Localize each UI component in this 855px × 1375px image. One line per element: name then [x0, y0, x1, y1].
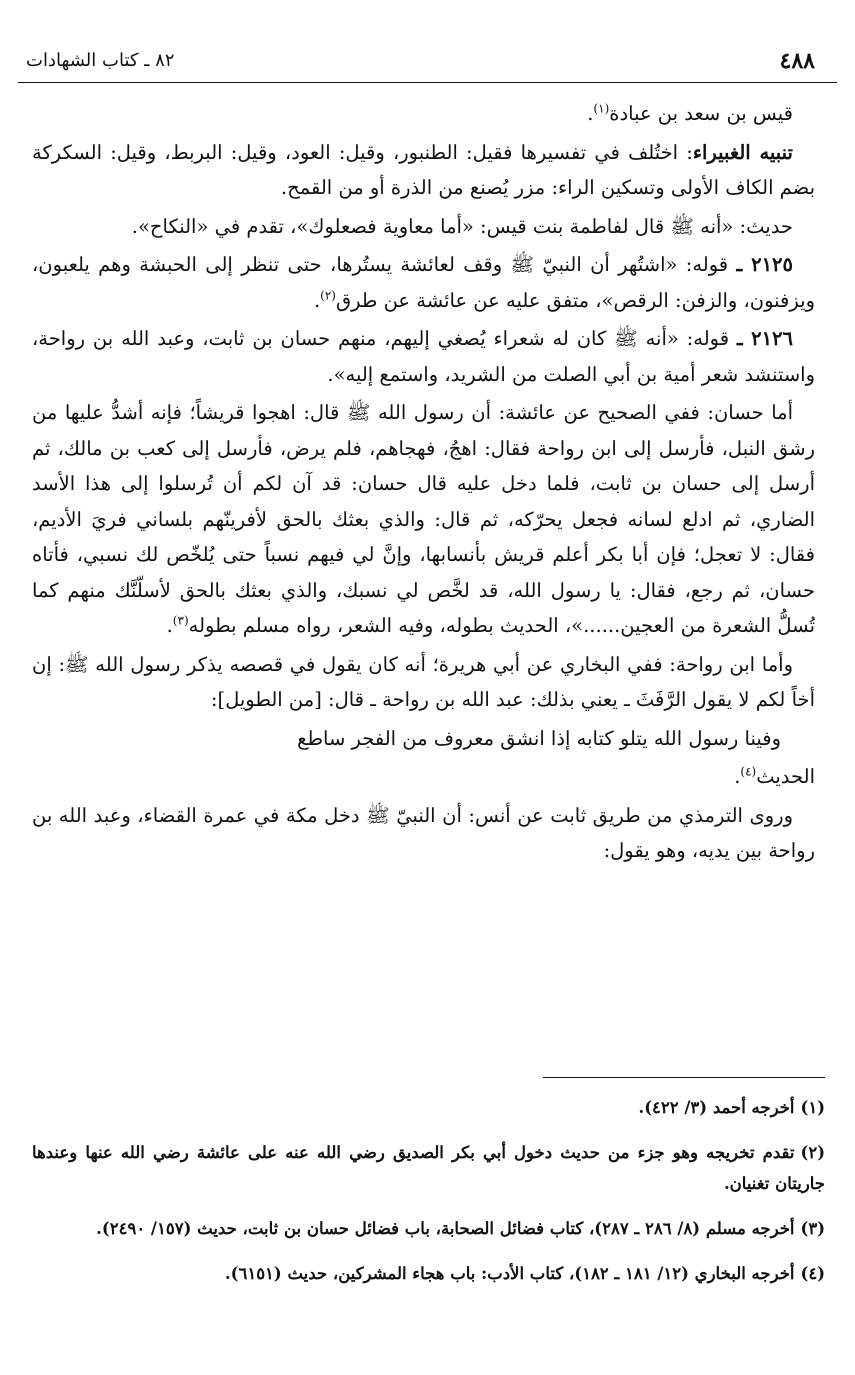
footnote-text: أخرجه البخاري (١٢/ ١٨١ ـ ١٨٢)، كتاب الأدب: باب هجاء المشركين، حديث (٦١٥١). — [224, 1264, 795, 1283]
footnote-text: أخرجه مسلم (٨/ ٢٨٦ ـ ٢٨٧)، كتاب فضائل الصحابة، باب فضائل حسان بن ثابت، حديث (١٥٧/ ٢٤٩٠). — [96, 1219, 795, 1238]
footnote-separator — [543, 1077, 825, 1078]
footnote-text: أخرجه أحمد (٣/ ٤٢٢). — [638, 1098, 795, 1117]
main-text — [32, 96, 815, 872]
page-header — [18, 48, 837, 83]
running-title: ٨٢ ـ كتاب الشهادات — [26, 50, 175, 71]
footnote-reference[interactable]: (١) — [593, 101, 610, 116]
paragraph — [32, 247, 815, 318]
page-number: ٤٨٨ — [779, 48, 815, 74]
footnote — [32, 1213, 825, 1244]
paragraph — [32, 209, 815, 245]
footnote-reference[interactable]: (٣) — [172, 613, 189, 628]
paragraph — [32, 135, 815, 206]
paragraph — [32, 395, 815, 644]
footnote-text: تقدم تخريجه وهو جزء من حديث دخول أبي بكر الصديق رضي الله عنه على عائشة رضي الله عنها وعندها جاريتان تغنيان. — [32, 1143, 825, 1193]
text-segment: أما حسان: ففي الصحيح عن عائشة: أن رسول الله ﷺ قال: اهجوا قريشاً؛ فإنه أشدُّ عليها من رشق النبل، فأرسل إلى ابن رواحة فقال: اهجُ، فهجاهم، فلم يرض، فأرسل إلى كعب بن مالك، ثم أرسل إلى حسان بن ثابت، فلما دخل عليه قال حسان: قد آن لكم أن تُرسلوا إلى هذا الأسد الضاري، ثم ادلع لسانه فجعل يحرّكه، ثم قال: والذي بعثك بالحق لأفرينّهم بلساني فريَ الأديم، فقال: لا تعجل؛ فإن أبا بكر أعلم قريش بأنسابها، وإنَّ لي فيهم نسباً حتى يُلخّص لك نسبي، فأتاه حسان، ثم رجع، فقال: يا رسول الله، قد لخَّص لي نسبك، والذي بعثك بالحق لأسلّنَّك منهم كما تُسلُّ الشعرة من العجين......»، الحديث بطوله، وفيه الشعر، رواه مسلم بطوله — [32, 401, 815, 637]
text-segment: قوله: «أنه ﷺ كان له شعراء يُصغي إليهم، منهم حسان بن ثابت، وعبد الله بن رواحة، واستنشد شعر أمية بن أبي الصلت من الشريد، واستمع إليه». — [32, 327, 815, 386]
paragraph — [32, 798, 815, 869]
bold-text: ٢١٢٦ ـ — [736, 327, 793, 350]
text-segment: . — [734, 765, 741, 788]
footnote-reference[interactable]: (٤) — [740, 764, 757, 779]
text-segment: حديث: «أنه ﷺ قال لفاطمة بنت قيس: «أما معاوية فصعلوك»، تقدم في «النكاح». — [131, 214, 793, 238]
footnote-number: (٢) — [800, 1143, 825, 1162]
paragraph — [32, 96, 815, 132]
text-segment: . — [313, 288, 321, 312]
footnote-number: (١) — [800, 1098, 825, 1117]
bold-text: ٢١٢٥ ـ — [736, 253, 793, 276]
paragraph — [32, 759, 815, 795]
footnote-reference[interactable]: (٢) — [320, 288, 336, 302]
paragraph — [32, 647, 815, 718]
text-segment: قيس بن سعد بن عبادة — [609, 102, 793, 125]
bold-text: تنبيه الغبيراء — [692, 140, 793, 164]
text-segment: وفينا رسول الله يتلو كتابه إذا انشق معروف من الفجر ساطع — [297, 726, 781, 750]
footnote — [32, 1137, 825, 1199]
footnotes — [32, 1092, 825, 1303]
text-segment: وأما ابن رواحة: ففي البخاري عن أبي هريرة؛ أنه كان يقول في قصصه يذكر رسول الله ﷺ: إن أخاً لكم لا يقول الرَّفَثَ ـ يعني بذلك: عبد الله بن رواحة ـ قال: [من الطويل]: — [32, 652, 815, 711]
poem-verse — [32, 721, 815, 757]
text-segment: قوله: «اشتُهر أن النبيّ ﷺ وقف لعائشة يستُرها، حتى تنظر إلى الحبشة وهم يلعبون، ويزفنون، والزفن: الرقص»، متفق عليه عن عائشة عن طرق — [32, 253, 815, 312]
paragraph — [32, 321, 815, 392]
footnote-number: (٣) — [800, 1219, 825, 1238]
footnote — [32, 1258, 825, 1289]
text-segment: : اختُلف في تفسيرها فقيل: الطنبور، وقيل: العود، وقيل: البربط، وقيل: السكركة بضم الكاف الأولى وتسكين الراء: مزر يُصنع من الذرة أو من القمح. — [32, 140, 815, 199]
footnote-number: (٤) — [800, 1264, 825, 1283]
text-segment: وروى الترمذي من طريق ثابت عن أنس: أن النبيّ ﷺ دخل مكة في عمرة القضاء، وعبد الله بن رواحة بين يديه، وهو يقول: — [32, 803, 815, 862]
text-segment: . — [166, 614, 173, 637]
text-segment: . — [587, 102, 594, 125]
text-segment: الحديث — [756, 765, 815, 788]
footnote — [32, 1092, 825, 1123]
